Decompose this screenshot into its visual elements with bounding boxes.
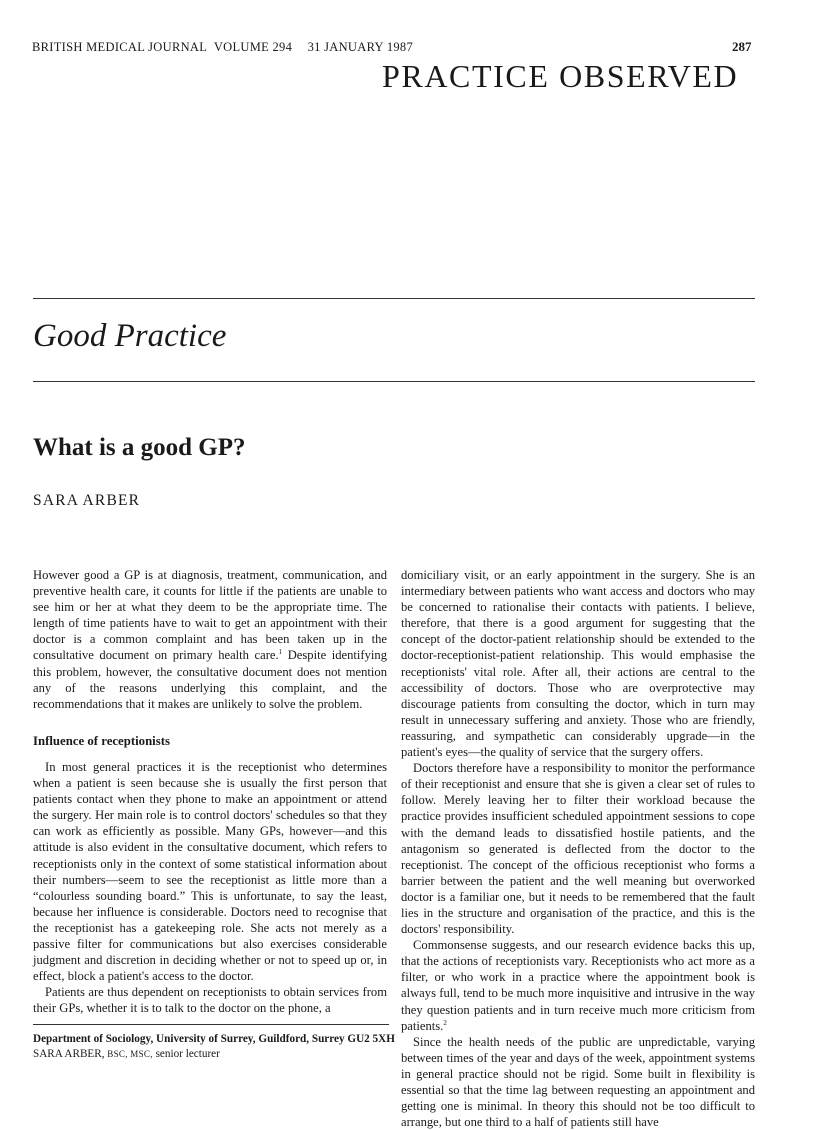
affiliation-rule [33, 1024, 389, 1025]
reference-marker: 1 [278, 648, 283, 657]
journal-name: BRITISH MEDICAL JOURNAL [32, 40, 208, 54]
department: Department of Sociology, University of Surrey, Guildford, Surrey GU2 5XH [33, 1033, 395, 1045]
top-rule [33, 298, 755, 299]
reference-marker: 2 [443, 1018, 447, 1027]
intro-text-continued: Despite identifying this problem, however, the consultative document does not mention any of the reasons underlying this complaint, and the recommendations that it makes are unlikely to solve the problem. [33, 648, 388, 711]
right-column [401, 567, 755, 1130]
body-paragraph: domiciliary visit, or an early appointment in the surgery. She is an intermediary between patients who want access and doctors who may be concerned to rationalise their contacts with patients. I believe, therefore, that there is a good argument for suggesting that the concept of the doctor-patient relationship should be extended to the doctor-receptionist-patient relationship. This would emphasise the receptionists' vital role. After all, their actions are central to the accessibility of doctors. Those who are overprotective may discourage patients from consulting the doctor, which in turn may result in unnecessary suffering and anxiety. Those who are friendly, reassuring, and sympathetic can considerably upgrade—in the patient's eyes—the quality of service that the surgery offers. [401, 568, 755, 760]
journal-volume: VOLUME 294 [213, 40, 293, 54]
bottom-rule [33, 381, 755, 382]
author-byline: SARA ARBER [33, 492, 141, 509]
issue-date: 31 JANUARY 1987 [307, 40, 414, 54]
author-credentials [33, 1047, 413, 1062]
subheading: Influence of receptionists [33, 733, 170, 748]
affiliation-author-name: SARA ARBER, [33, 1047, 105, 1060]
intro-paragraph [33, 567, 387, 712]
body-text: Commonsense suggests, and our research evidence backs this up, that the actions of receptionists vary. Receptionists who act more as a filter, or who work in a practice where the appointment book is always full, tend to be much more inquisitive and intrusive in the way they question patients and in turn receive much more criticism from patients. [401, 938, 755, 1033]
section-banner: PRACTICE OBSERVED [382, 58, 739, 94]
body-paragraph: Doctors therefore have a responsibility to monitor the performance of their receptionist and ensure that she is given a clear set of rules to follow. Merely leaving her to filter their workload because the practice provides insufficient scheduled appointment sessions to cope with the demand leads to dissatisfied hostile patients, and the antagonism so generated is deflected from the doctor to the receptionist. The concept of the officious receptionist who forms a barrier between the patient and the well meaning but overworked doctor is a familiar one, but it needs to be remembered that the fault lies in the structure and organisation of the practice, and this is the doctors' responsibility. [401, 761, 755, 937]
left-column [33, 567, 387, 1016]
author-position: senior lecturer [155, 1047, 220, 1060]
body-paragraph: In most general practices it is the receptionist who determines when a patient is seen because she is usually the first person that patients contact when they phone to make an appointment or attend the surgery. Her main role is to control doctors' schedules so that they can work as efficiently as possible. Many GPs, however—and this attitude is also evident in the consultative document, which refers to receptionists only in the context of some statistical information about their numbers—seem to see the receptionist as little more than a “colourless sounding board.” This is unfortunate, to say the least, because her influence is considerable. Doctors need to recognise that the receptionist has a gatekeeping role. She acts not merely as a passive filter for communications but also exercises considerable judgment and discretion in deciding whether or not to speed up or, in effect, block a patient's access to the doctor. [33, 759, 387, 984]
body-paragraph [401, 937, 755, 1034]
article-title: What is a good GP? [33, 434, 246, 461]
page-number: 287 [732, 39, 752, 54]
body-paragraph: Since the health needs of the public are unpredictable, varying between times of the year and days of the week, appointment systems in general practice should not be rigid. Some built in flexibility is essential so that the time lag between requesting an appointment and getting one is minimal. In theory this should not be too difficult to arrange, but one third to a half of patients still have [401, 1034, 755, 1130]
intro-text: However good a GP is at diagnosis, treatment, communication, and preventive health care, it counts for little if the patients are unable to see him or her at what they deem to be the appropriate time. The length of time patients have to wait to get an appointment with their doctor is a common complaint and has been taken up in the consultative document on primary health care. [33, 568, 387, 663]
series-title: Good Practice [33, 318, 227, 354]
body-paragraph: Patients are thus dependent on receptionists to obtain services from their GPs, whether it is to talk to the doctor on the phone, a [33, 985, 387, 1016]
author-degrees: BSC, MSC, [107, 1048, 153, 1059]
running-head [32, 40, 413, 55]
author-affiliation [33, 1032, 413, 1061]
